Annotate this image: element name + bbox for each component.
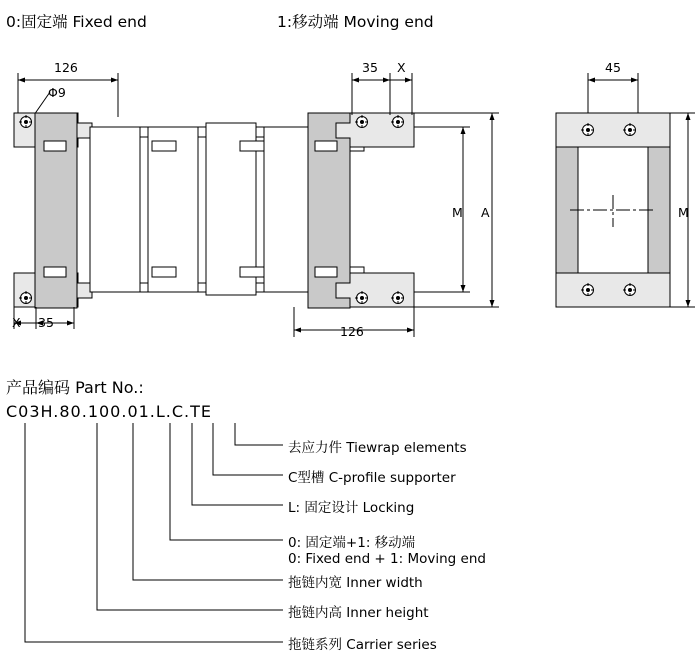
legend-inner-width: 拖链内宽 Inner width — [288, 575, 423, 591]
part-no-code: C03H.80.100.01.L.C.TE — [6, 402, 213, 421]
dim-A-top-view: A — [481, 205, 490, 220]
dim-hole-diameter: Φ9 — [48, 85, 66, 100]
dim-M-top-view: M — [452, 205, 463, 220]
dim-X-top: X — [397, 60, 406, 75]
dim-45-side-view: 45 — [605, 60, 621, 75]
technical-drawing — [0, 45, 700, 355]
legend-tiewrap-elements: 去应力件 Tiewrap elements — [288, 440, 467, 456]
title-moving-end: 1:移动端 Moving end — [277, 13, 434, 31]
legend-locking: L: 固定设计 Locking — [288, 500, 415, 516]
dim-35-bottom: 35 — [38, 315, 54, 330]
dim-35-top: 35 — [362, 60, 378, 75]
dim-M-side-view: M — [678, 205, 689, 220]
legend-end-code-en: 0: Fixed end + 1: Moving end — [288, 551, 486, 567]
dim-126-bottom: 126 — [340, 324, 364, 339]
legend-inner-height: 拖链内高 Inner height — [288, 605, 429, 621]
legend-c-profile-supporter: C型槽 C-profile supporter — [288, 470, 456, 486]
legend-carrier-series: 拖链系列 Carrier series — [288, 637, 437, 653]
part-no-title: 产品编码 Part No.: — [6, 378, 144, 397]
title-fixed-end: 0:固定端 Fixed end — [6, 13, 147, 31]
dim-X-bottom: X — [12, 315, 21, 330]
legend-end-code-cn: 0: 固定端+1: 移动端 — [288, 535, 416, 551]
dim-126-left: 126 — [54, 60, 78, 75]
